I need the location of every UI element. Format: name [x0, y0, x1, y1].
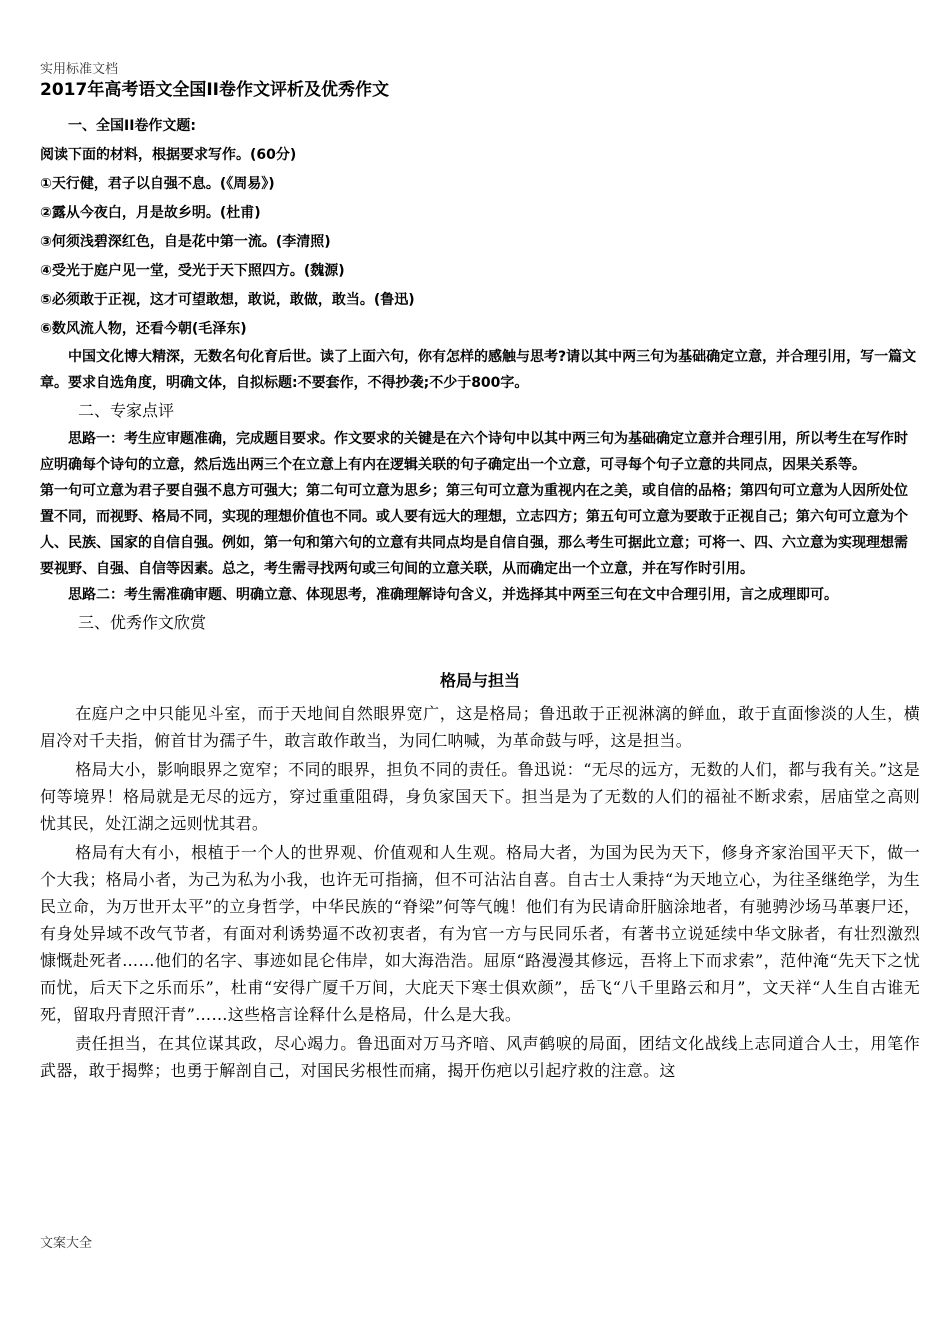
writing-requirement: 中国文化博大精深，无数名句化育后世。读了上面六句，你有怎样的感触与思考?请以其中两三句为基础确定立意，并合理引用，写一篇文章。要求自选角度，明确文体，自拟标题:不要套作，不得抄袭;不少于800字。 [40, 349, 917, 391]
document-title: 2017年高考语文全国II卷作文评析及优秀作文 [40, 80, 389, 100]
quote-item: ③何须浅碧深红色，自是花中第一流。(李清照) [40, 234, 331, 250]
essay-title: 格局与担当 [439, 671, 520, 690]
idea-two: 思路二：考生需准确审题、明确立意、体现思考，准确理解诗句含义，并选择其中两至三句在文中合理引用，言之成理即可。 [68, 587, 838, 603]
section-heading-expert: 二、专家点评 [78, 401, 175, 420]
page-footer: 文案大全 [40, 1236, 93, 1251]
essay-paragraph: 格局有大有小，根植于一个人的世界观、价值观和人生观。格局大者，为国为民为天下，修身齐家治国平天下，做一个大我；格局小者，为己为私为小我，也许无可指摘，但不可沾沾自喜。自古士人秉持“为天地立心，为往圣继绝学，为生民立命，为万世开太平”的立身哲学，中华民族的“脊梁”何等气魄！他们有为民请命肝脑涂地者，有驰骋沙场马革裹尸还，有身处异域不改气节者，有面对利诱势逼不改初衷者，有为官一方与民同乐者，有著书立说延续中华文脉者，有壮烈激烈慷慨赴死者……他们的名字、事迹如昆仑伟岸，如大海浩浩。屈原“路漫漫其修远，吾将上下而求索”，范仲淹“先天下之忧而忧，后天下之乐而乐”，杜甫“安得广厦千万间，大庇天下寒士俱欢颜”，岳飞“八千里路云和月”，文天祥“人生自古谁无死，留取丹青照汗青”……这些格言诠释什么是格局，什么是大我。 [40, 843, 920, 1024]
quote-item: ⑥数风流人物，还看今朝(毛泽东) [40, 321, 247, 337]
section-heading-essay: 三、优秀作文欣赏 [78, 613, 207, 632]
quote-item: ④受光于庭户见一堂，受光于天下照四方。(魏源) [40, 263, 345, 279]
document-body [40, 78, 920, 1086]
essay-paragraph: 责任担当，在其位谋其政，尽心竭力。鲁迅面对万马齐喑、风声鹤唳的局面，团结文化战线上志同道合人士，用笔作武器，敢于揭弊；也勇于解剖自己，对国民劣根性而痛，揭开伤疤以引起疗救的注意。这 [40, 1034, 920, 1080]
prompt-intro: 阅读下面的材料，根据要求写作。(60分) [40, 147, 297, 163]
idea-one: 思路一：考生应审题准确，完成题目要求。作文要求的关键是在六个诗句中以其中两三句为基础确定立意并合理引用，所以考生在写作时应明确每个诗句的立意，然后选出两三个在立意上有内在逻辑关联的句子确定出一个立意，可寻每个句子立意的共同点，因果关系等。 [40, 431, 908, 473]
quote-item: ②露从今夜白，月是故乡明。(杜甫) [40, 205, 261, 221]
section-heading-prompt: 一、全国II卷作文题: [68, 118, 197, 134]
quote-item: ⑤必须敢于正视，这才可望敢想，敢说，敢做，敢当。(鲁迅) [40, 292, 415, 308]
essay-paragraph: 格局大小，影响眼界之宽窄；不同的眼界，担负不同的责任。鲁迅说：“无尽的远方，无数的人们，都与我有关。”这是何等境界！格局就是无尽的远方，穿过重重阻碍，身负家国天下。担当是为了无数的人们的福祉不断求索，居庙堂之高则忧其民，处江湖之远则忧其君。 [40, 760, 920, 833]
page-header: 实用标准文档 [40, 62, 119, 77]
quote-item: ①天行健，君子以自强不息。(《周易》) [40, 176, 275, 192]
essay-paragraph: 在庭户之中只能见斗室，而于天地间自然眼界宽广，这是格局；鲁迅敢于正视淋漓的鲜血，敢于直面惨淡的人生，横眉冷对千夫指，俯首甘为孺子牛，敢言敢作敢当，为同仁呐喊，为革命鼓与呼，这是担当。 [40, 704, 920, 750]
idea-one-detail: 第一句可立意为君子要自强不息方可强大；第二句可立意为思乡；第三句可立意为重视内在之美，或自信的品格；第四句可立意为人因所处位置不同，而视野、格局不同，实现的理想价值也不同。或人要有远大的理想，立志四方；第五句可立意为要敢于正视自己；第六句可立意为个人、民族、国家的自信自强。例如，第一句和第六句的立意有共同点均是自信自强，那么考生可据此立意；可将一、四、六立意为实现理想需要视野、自强、自信等因素。总之，考生需寻找两句或三句间的立意关联，从而确定出一个立意，并在写作时引用。 [40, 483, 908, 577]
